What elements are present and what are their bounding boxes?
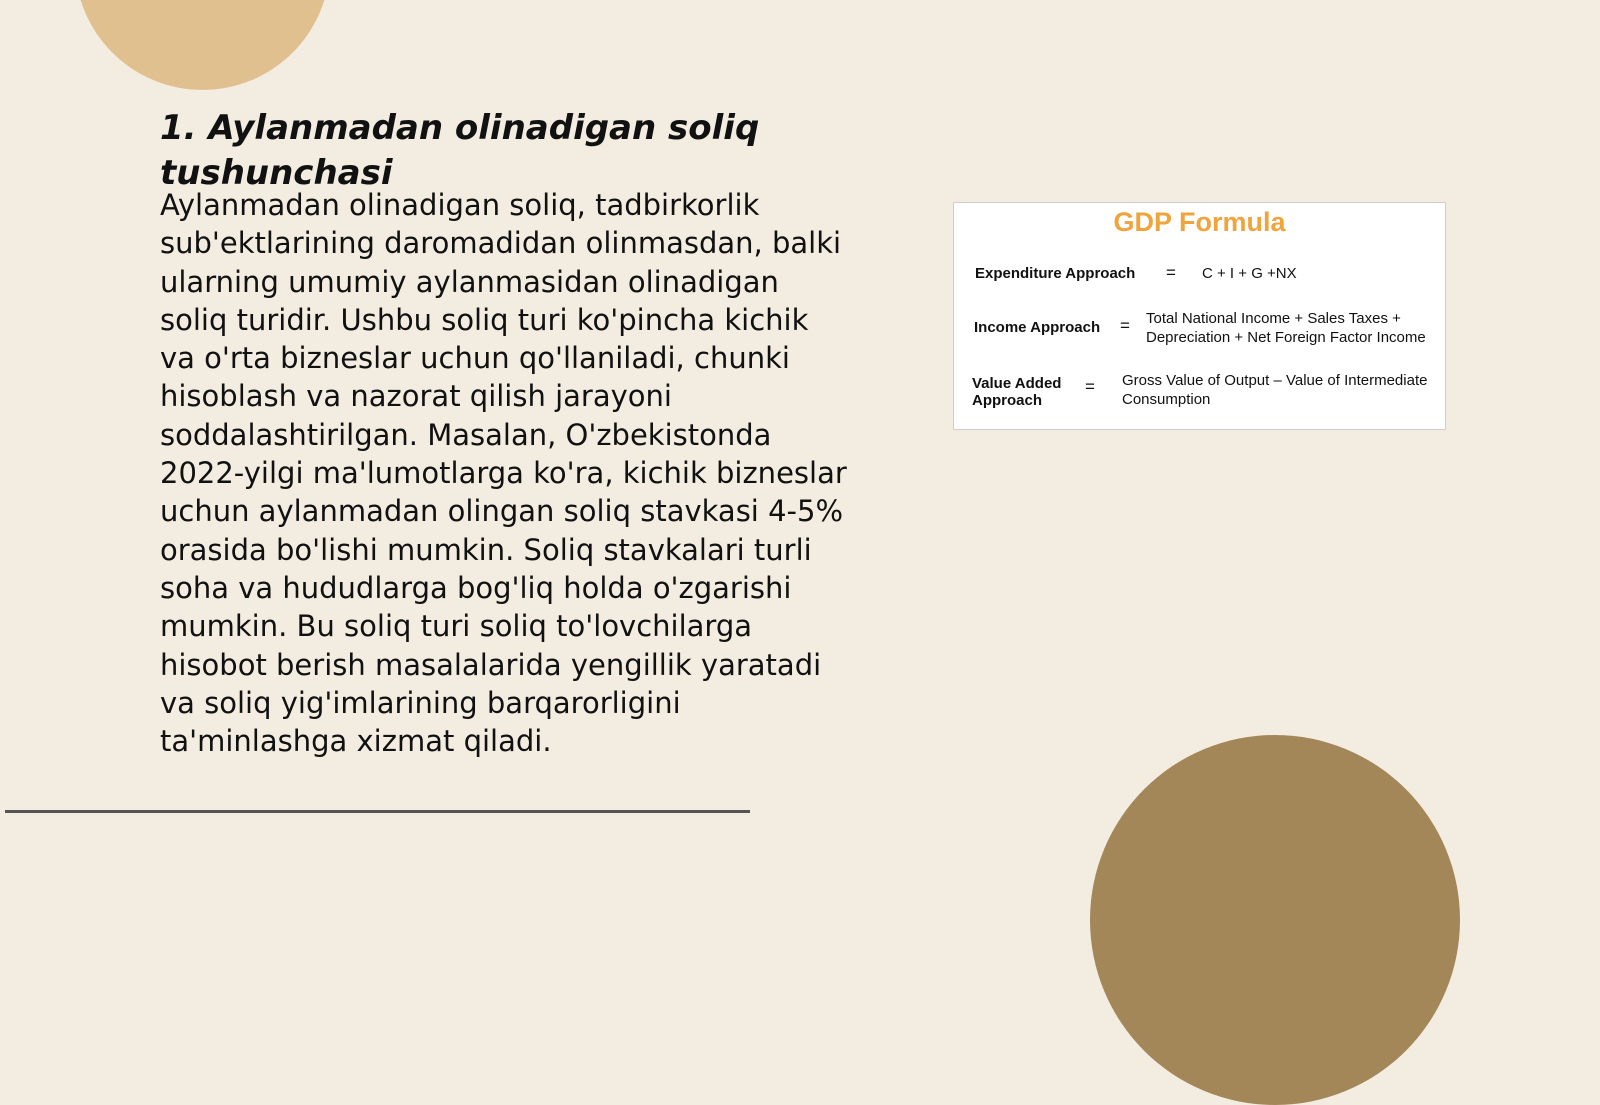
formula-row-label: Value Added Approach [972, 375, 1062, 409]
formula-row-label: Expenditure Approach [975, 265, 1136, 282]
slide-title: 1. Aylanmadan olinadigan soliq tushunchasi [160, 108, 760, 193]
formula-row-value: C + I + G +NX [1202, 265, 1297, 282]
formula-equals: = [1166, 263, 1176, 282]
formula-row-value: Total National Income + Sales Taxes + Depreciation + Net Foreign Factor Income [1146, 310, 1426, 346]
formula-row-value: Gross Value of Output – Value of Intermediate Consumption [1122, 372, 1428, 408]
formula-equals: = [1120, 316, 1130, 335]
formula-equals: = [1085, 377, 1095, 396]
formula-title: GDP Formula [1113, 207, 1286, 237]
divider-line [5, 810, 750, 813]
decorative-circle-bottom [1090, 735, 1460, 1105]
decorative-circle-top [75, 0, 330, 90]
slide-body-text: Aylanmadan olinadigan soliq, tadbirkorlik sub'ektlarining daromadidan olinmasdan, balki ularning umumiy aylanmasidan olinadigan soliq turidir. Ushbu soliq turi ko'pincha kichik va o'rta bizneslar uchun qo'llaniladi, chunki hisoblash va nazorat qilish jarayoni soddalashtirilgan. Masalan, O'zbekistonda 2022-yilgi ma'lumotlarga ko'ra, kichik bizneslar uchun aylanmadan olingan soliq stavkasi 4-5% orasida bo'lishi mumkin. Soliq stavkalari turli soha va hududlarga bog'liq holda o'zgarishi mumkin. Bu soliq turi soliq to'lovchilarga hisobot berish masalalarida yengillik yaratadi va soliq yig'imlarining barqarorligini ta'minlashga xizmat qiladi. [160, 188, 847, 759]
gdp-formula-image [953, 202, 1446, 430]
formula-row-label: Income Approach [974, 319, 1101, 336]
